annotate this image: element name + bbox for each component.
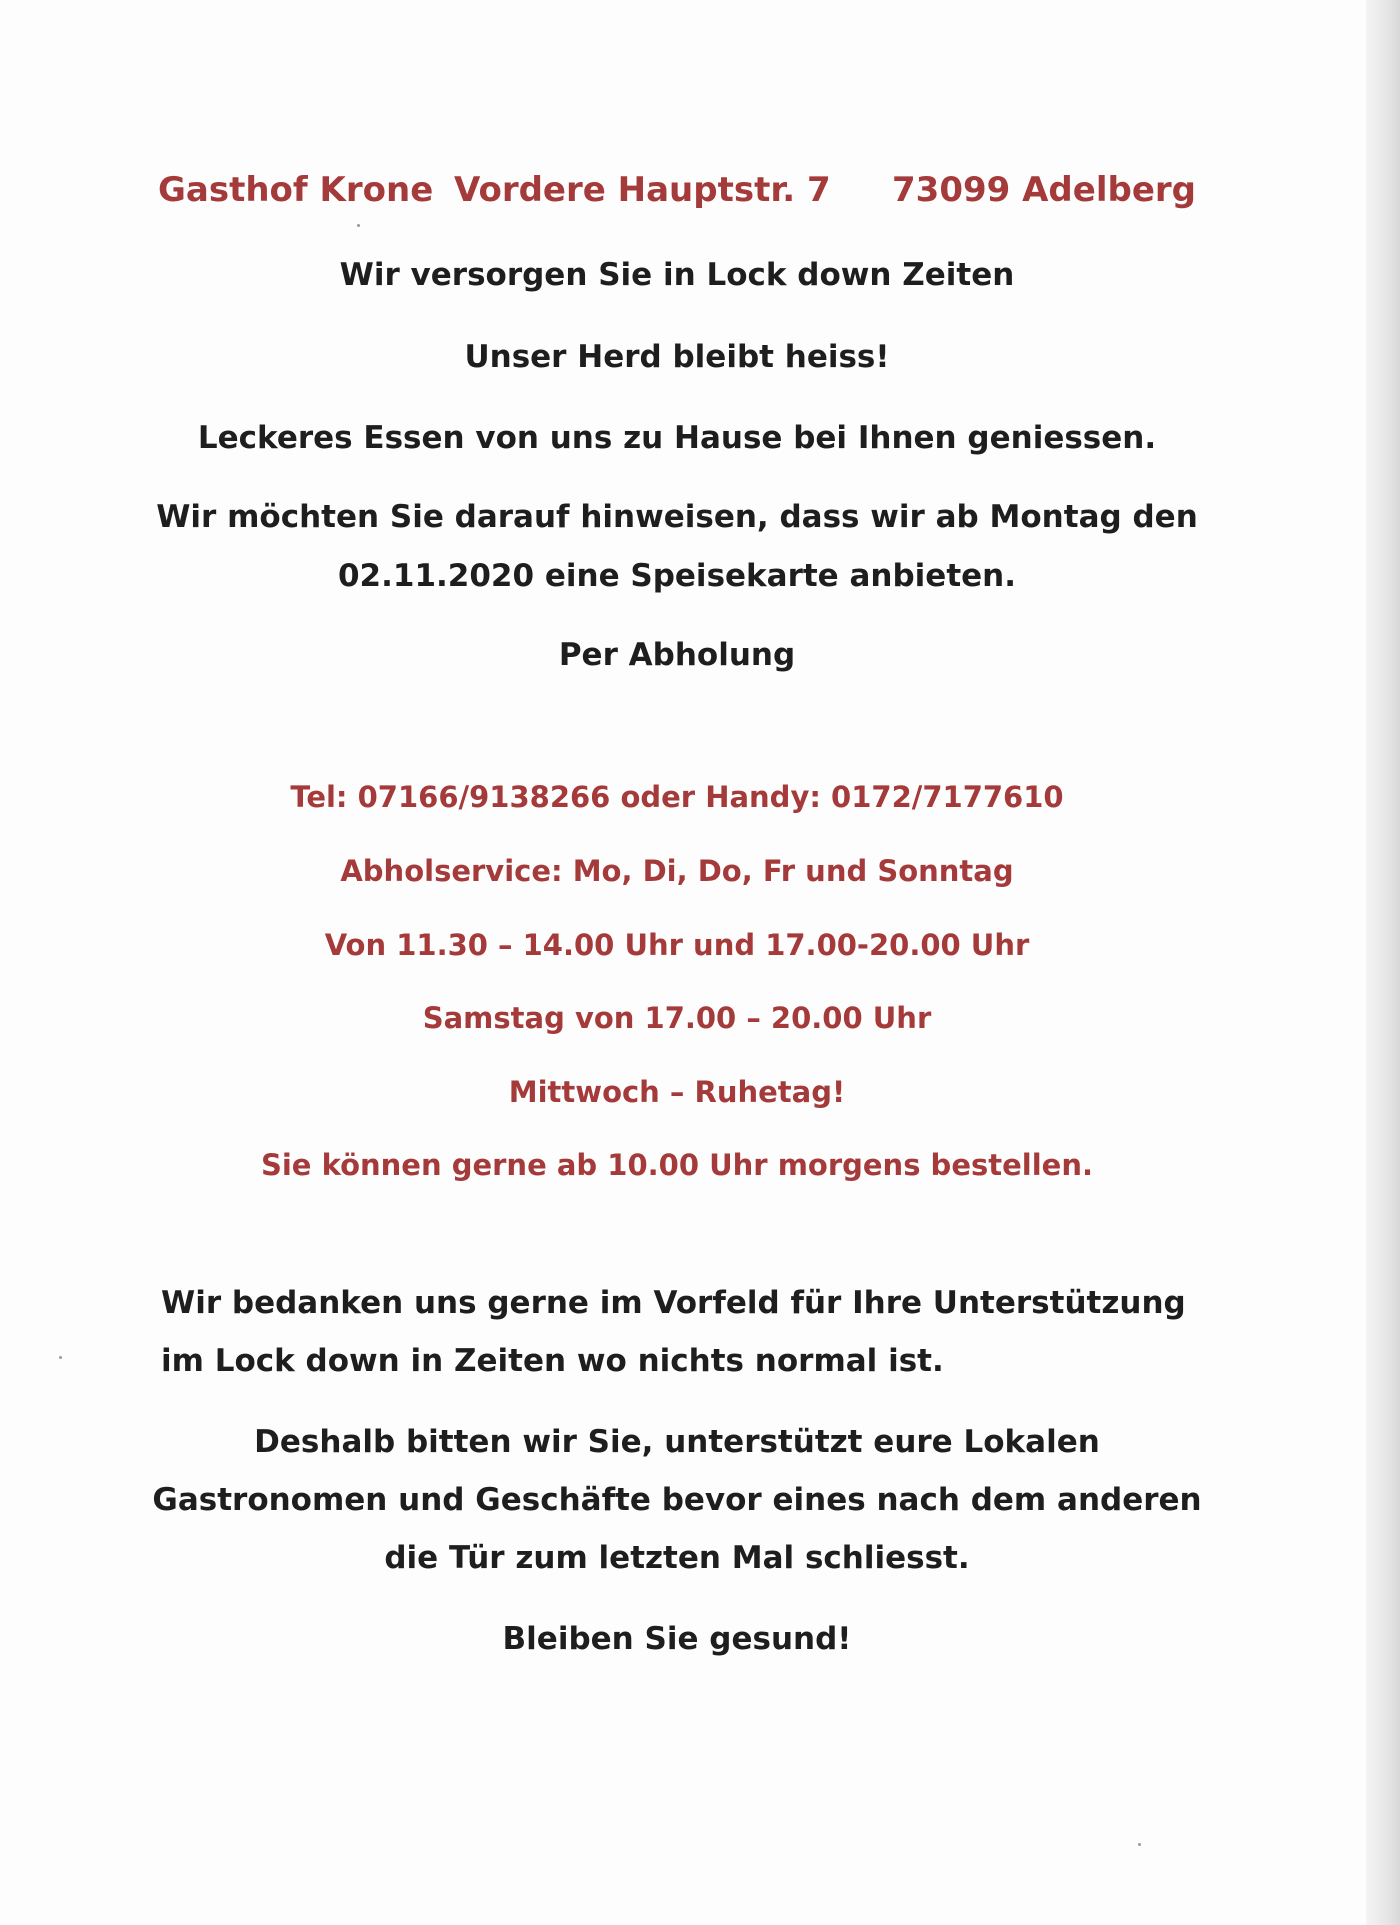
scan-edge	[1366, 0, 1400, 1925]
order-time: Sie können gerne ab 10.00 Uhr morgens bestellen.	[260, 1148, 1093, 1182]
farewell: Bleiben Sie gesund!	[502, 1621, 852, 1657]
intro-line-herd: Unser Herd bleibt heiss!	[464, 339, 890, 375]
contact-phone: Tel: 07166/9138266 oder Handy: 0172/7177610	[290, 780, 1064, 814]
thanks-line-2: im Lock down in Zeiten wo nichts normal ist.	[161, 1343, 944, 1379]
appeal-line-3: die Tür zum letzten Mal schliesst.	[384, 1540, 970, 1576]
appeal-line-2: Gastronomen und Geschäfte bevor eines nach dem anderen	[152, 1482, 1202, 1518]
thanks-line-1: Wir bedanken uns gerne im Vorfeld für Ihre Unterstützung	[161, 1285, 1186, 1321]
restaurant-street: Vordere Hauptstr. 7	[454, 170, 831, 210]
restaurant-city: 73099 Adelberg	[892, 170, 1196, 210]
pickup-days: Abholservice: Mo, Di, Do, Fr und Sonntag	[340, 854, 1014, 888]
intro-line-abholung: Per Abholung	[558, 637, 796, 673]
scan-speck	[1138, 1843, 1141, 1846]
scan-speck	[357, 224, 360, 227]
pickup-hours: Von 11.30 – 14.00 Uhr und 17.00-20.00 Uhr	[324, 928, 1030, 962]
intro-line-lockdown: Wir versorgen Sie in Lock down Zeiten	[339, 257, 1015, 293]
saturday-hours: Samstag von 17.00 – 20.00 Uhr	[422, 1001, 932, 1035]
intro-line-essen: Leckeres Essen von uns zu Hause bei Ihnen geniessen.	[197, 420, 1157, 456]
intro-line-hinweis-1: Wir möchten Sie darauf hinweisen, dass wir ab Montag den	[156, 499, 1198, 535]
intro-line-hinweis-2: 02.11.2020 eine Speisekarte anbieten.	[337, 558, 1017, 594]
closed-day: Mittwoch – Ruhetag!	[508, 1075, 846, 1109]
scan-speck	[59, 1356, 62, 1359]
appeal-line-1: Deshalb bitten wir Sie, unterstützt eure Lokalen	[254, 1424, 1100, 1460]
restaurant-name: Gasthof Krone	[158, 170, 434, 210]
